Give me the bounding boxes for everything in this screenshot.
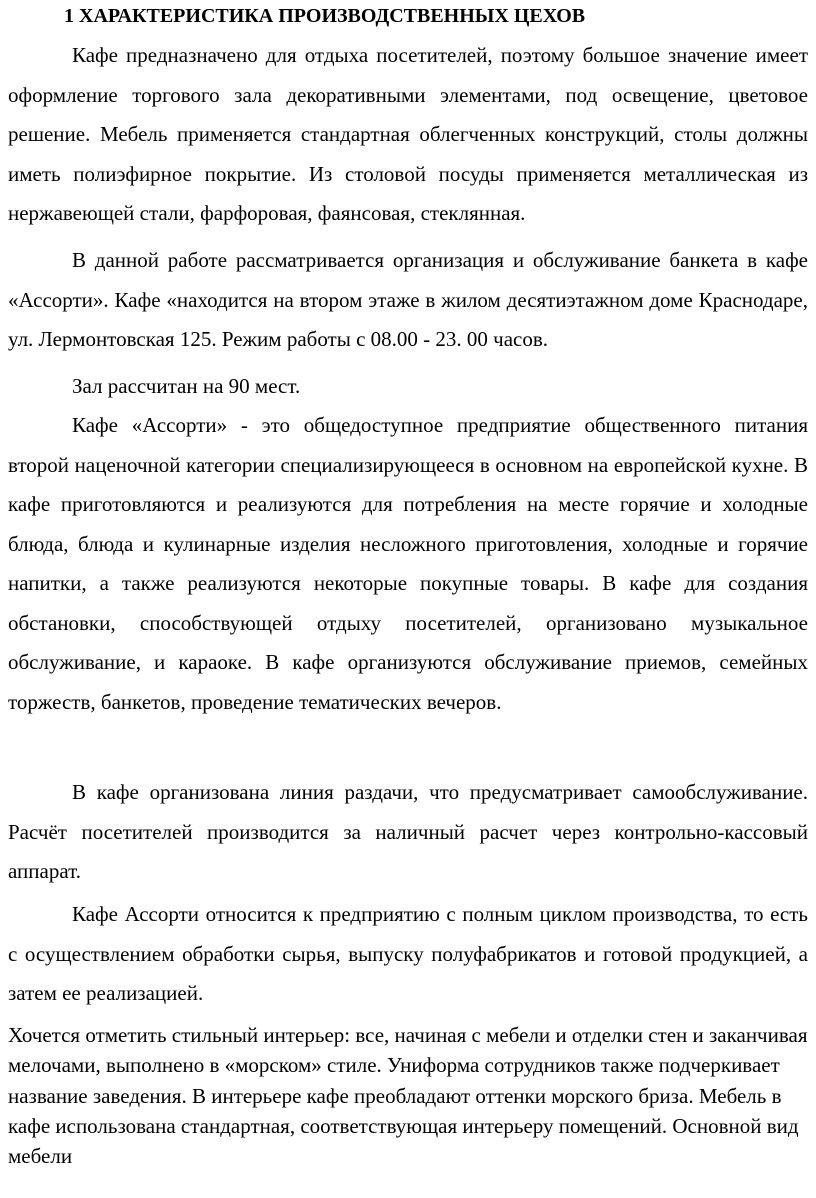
paragraph-service-line: В кафе организована линия раздачи, что предусматривает самообслуживание. Расчёт посетителей производится за наличный расчет через контрольно-кассовый аппарат. bbox=[8, 780, 808, 883]
paragraph-interior-style: Хочется отметить стильный интерьер: все, начиная с мебели и отделки стен и заканчивая мелочами, выполнено в «морском» стиле. Униформа сотрудников также подчеркивает название заведения. В интерьере кафе преобладают оттенки морского бриза. Мебель в кафе использована стандартная, соответствующая интерьеру помещений. Основной вид мебели bbox=[8, 1023, 808, 1169]
section-heading: 1 ХАРАКТЕРИСТИКА ПРОИЗВОДСТВЕННЫХ ЦЕХОВ bbox=[64, 5, 586, 27]
paragraph-cafe-overview: Кафе «Ассорти» - это общедоступное предприятие общественного питания второй наценочной категории специализирующееся в основном на европейской кухне. В кафе приготовляются и реализуются для потребления на месте горячие и холодные блюда, блюда и кулинарные изделия несложного приготовления, холодные и горячие напитки, а также реализуются некоторые покупные товары. В кафе для создания обстановки, способствующей отдыху посетителей, организовано музыкальное обслуживание, и караоке. В кафе организуются обслуживание приемов, семейных торжеств, банкетов, проведение тематических вечеров. bbox=[8, 413, 808, 714]
paragraph-banquet-location: В данной работе рассматривается организация и обслуживание банкета в кафе «Ассорти». Кафе «находится на втором этаже в жилом десятиэтажном доме Краснодаре, ул. Лермонтовская 125. Режим работы с 08.00 - 23. 00 часов. bbox=[8, 248, 808, 351]
paragraph-interior-description: Кафе предназначено для отдыха посетителей, поэтому большое значение имеет оформление торгового зала декоративными элементами, под освещение, цветовое решение. Мебель применяется стандартная облегченных конструкций, столы должны иметь полиэфирное покрытие. Из столовой посуды применяется металлическая из нержавеющей стали, фарфоровая, фаянсовая, стеклянная. bbox=[8, 43, 808, 225]
paragraph-production-cycle: Кафе Ассорти относится к предприятию с полным циклом производства, то есть с осуществлением обработки сырья, выпуску полуфабрикатов и готовой продукцией, а затем ее реализацией. bbox=[8, 902, 808, 1005]
paragraph-hall-capacity: Зал рассчитан на 90 мест. bbox=[72, 374, 301, 398]
